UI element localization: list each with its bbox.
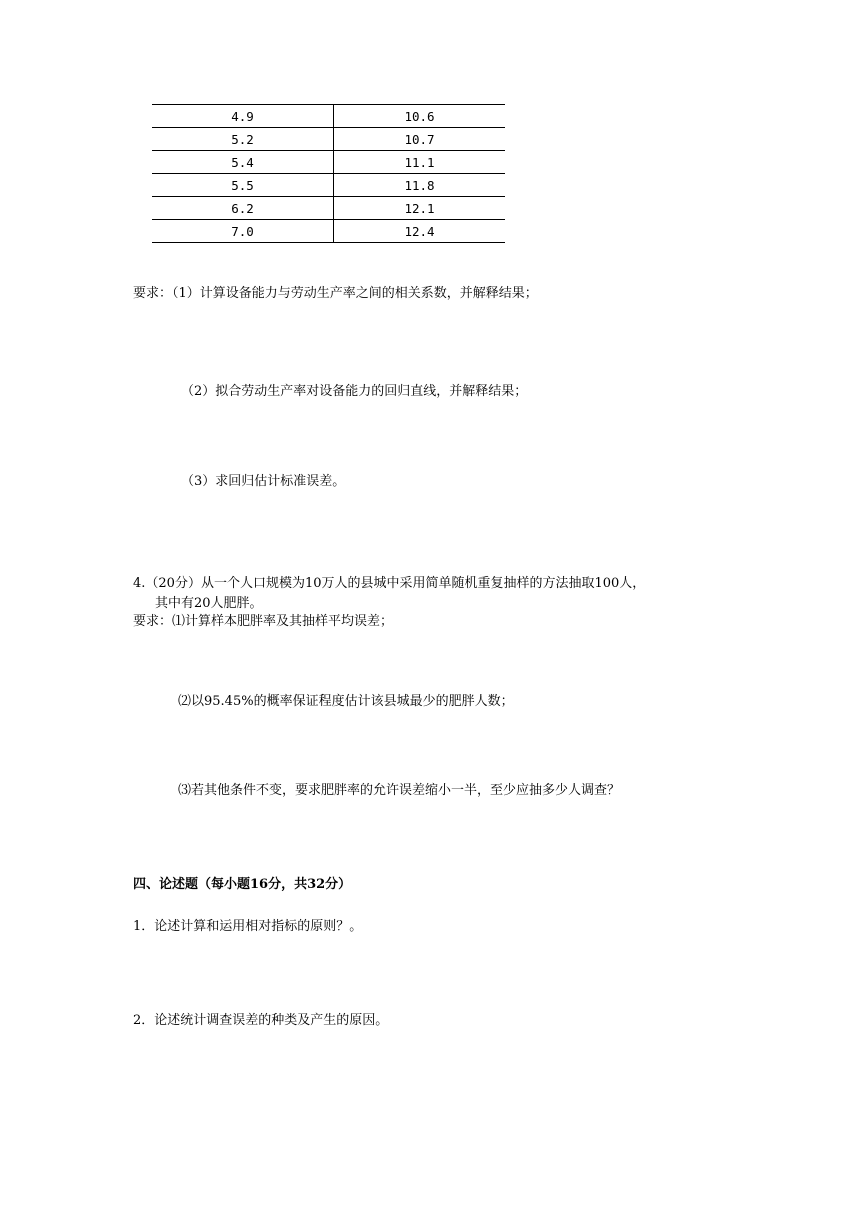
q4-requirement-1: 要求：⑴计算样本肥胖率及其抽样平均误差； <box>133 614 394 629</box>
essay-question-2: 2．论述统计调查误差的种类及产生的原因。 <box>133 1013 389 1028</box>
table-cell: 12.1 <box>334 197 506 220</box>
q3-requirement-1: 要求：（1）计算设备能力与劳动生产率之间的相关系数，并解释结果； <box>133 286 538 301</box>
table-cell: 10.7 <box>334 128 506 151</box>
table-row <box>152 220 505 243</box>
q4-text-line-1: 4.（20分）从一个人口规模为10万人的县城中采用简单随机重复抽样的方法抽取100人， <box>133 576 646 591</box>
table-cell: 4.9 <box>152 105 334 128</box>
q3-requirement-3: （3）求回归估计标准误差。 <box>181 474 346 489</box>
table-cell: 6.2 <box>152 197 334 220</box>
table-cell: 5.5 <box>152 174 334 197</box>
q4-requirement-3: ⑶若其他条件不变，要求肥胖率的允许误差缩小一半，至少应抽多少人调查？ <box>178 783 621 798</box>
data-table <box>152 104 505 243</box>
table-cell: 11.1 <box>334 151 506 174</box>
table-row <box>152 174 505 197</box>
table-cell: 7.0 <box>152 220 334 243</box>
table-cell: 12.4 <box>334 220 506 243</box>
essay-question-1: 1．论述计算和运用相对指标的原则？。 <box>133 919 363 934</box>
q4-requirement-2: ⑵以95.45%的概率保证程度估计该县城最少的肥胖人数； <box>178 694 514 709</box>
q3-requirement-2: （2）拟合劳动生产率对设备能力的回归直线，并解释结果； <box>181 384 528 399</box>
table-row <box>152 128 505 151</box>
table-row <box>152 105 505 128</box>
table-row <box>152 151 505 174</box>
section-4-title: 四、论述题（每小题16分，共32分） <box>133 877 352 892</box>
table-cell: 10.6 <box>334 105 506 128</box>
table-cell: 5.2 <box>152 128 334 151</box>
table-cell: 5.4 <box>152 151 334 174</box>
q4-text-line-2: 其中有20人肥胖。 <box>155 596 263 611</box>
table-row <box>152 197 505 220</box>
table-cell: 11.8 <box>334 174 506 197</box>
